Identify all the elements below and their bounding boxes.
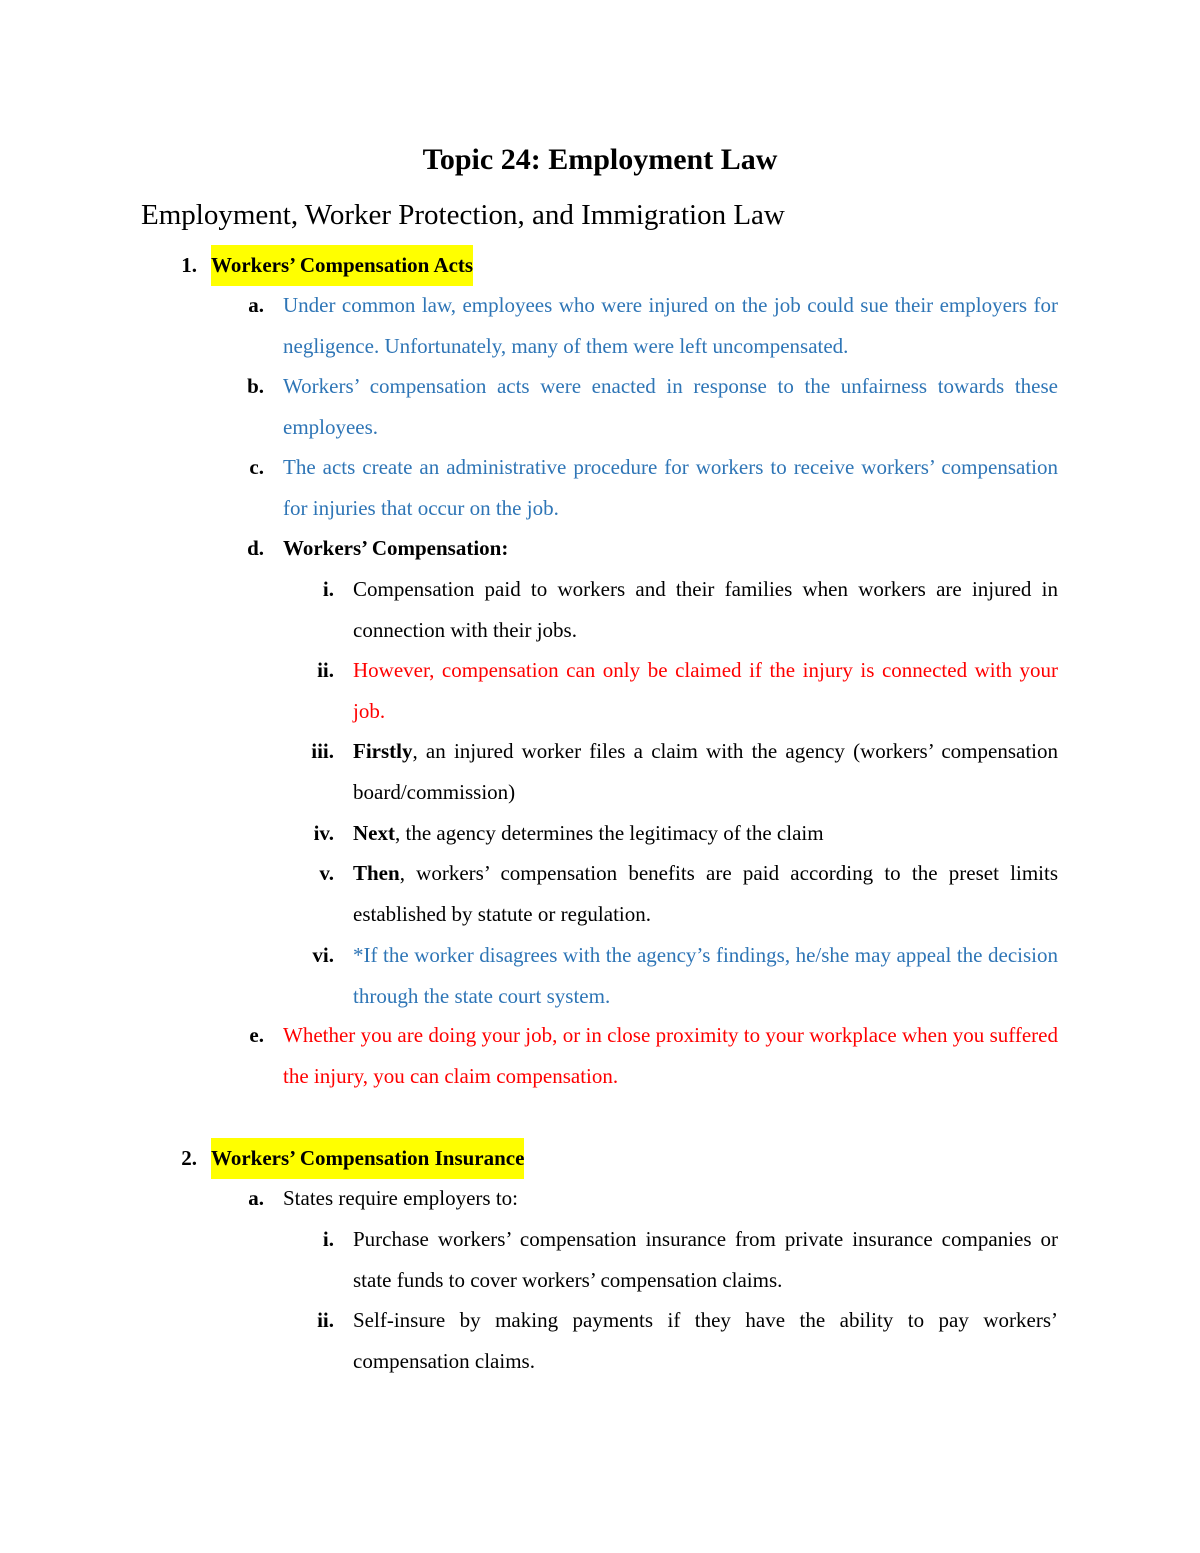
item-marker: ii. [317,658,334,682]
item-marker: a. [248,293,264,317]
item-text: Under common law, employees who were injured on the job could sue their employers for negligence. Unfortunately, many of them were left uncompensated. [283,293,1058,358]
item-marker: i. [322,1227,334,1251]
item-text: *If the worker disagrees with the agency’s findings, he/she may appeal the decision through the state court system. [353,943,1058,1008]
item-marker: iv. [313,821,334,845]
item-text [353,813,1058,854]
item-text [353,853,1058,934]
item-marker: e. [249,1023,264,1047]
item-marker: c. [249,455,264,479]
step-text: , workers’ compensation benefits are paid according to the preset limits established by statute or regulation. [353,861,1058,926]
item-text: Workers’ Compensation: [283,536,509,560]
item-marker: vi. [312,943,334,967]
page-title: Topic 24: Employment Law [422,143,778,176]
item-text [353,731,1058,812]
item-text: Purchase workers’ compensation insurance from private insurance companies or state funds to cover workers’ compensation claims. [353,1227,1058,1292]
item-text: The acts create an administrative procedure for workers to receive workers’ compensation for injuries that occur on the job. [283,455,1058,520]
item-marker: b. [247,374,264,398]
section-number: 2. [181,1146,197,1170]
step-keyword: Then [353,861,400,885]
item-text: Self-insure by making payments if they have the ability to pay workers’ compensation claims. [353,1308,1058,1373]
item-marker: iii. [311,739,334,763]
item-text: Whether you are doing your job, or in close proximity to your workplace when you suffered the injury, you can claim compensation. [283,1023,1058,1088]
item-text: Compensation paid to workers and their families when workers are injured in connection with their jobs. [353,577,1058,642]
step-keyword: Firstly [353,739,413,763]
step-text: , an injured worker files a claim with the agency (workers’ compensation board/commission) [353,739,1058,804]
item-text: States require employers to: [283,1186,519,1210]
page-subtitle: Employment, Worker Protection, and Immigration Law [141,199,785,231]
step-text: , the agency determines the legitimacy of the claim [394,821,824,845]
item-marker: v. [319,861,334,885]
item-text: However, compensation can only be claimed if the injury is connected with your job. [353,658,1058,723]
section-number: 1. [181,253,197,277]
item-text: Workers’ compensation acts were enacted in response to the unfairness towards these employees. [283,374,1058,439]
section-title: Workers’ Compensation Acts [211,245,473,286]
item-marker: i. [322,577,334,601]
section-title: Workers’ Compensation Insurance [211,1138,524,1179]
item-marker: a. [248,1186,264,1210]
item-marker: d. [247,536,264,560]
item-marker: ii. [317,1308,334,1332]
step-keyword: Next [353,821,395,845]
